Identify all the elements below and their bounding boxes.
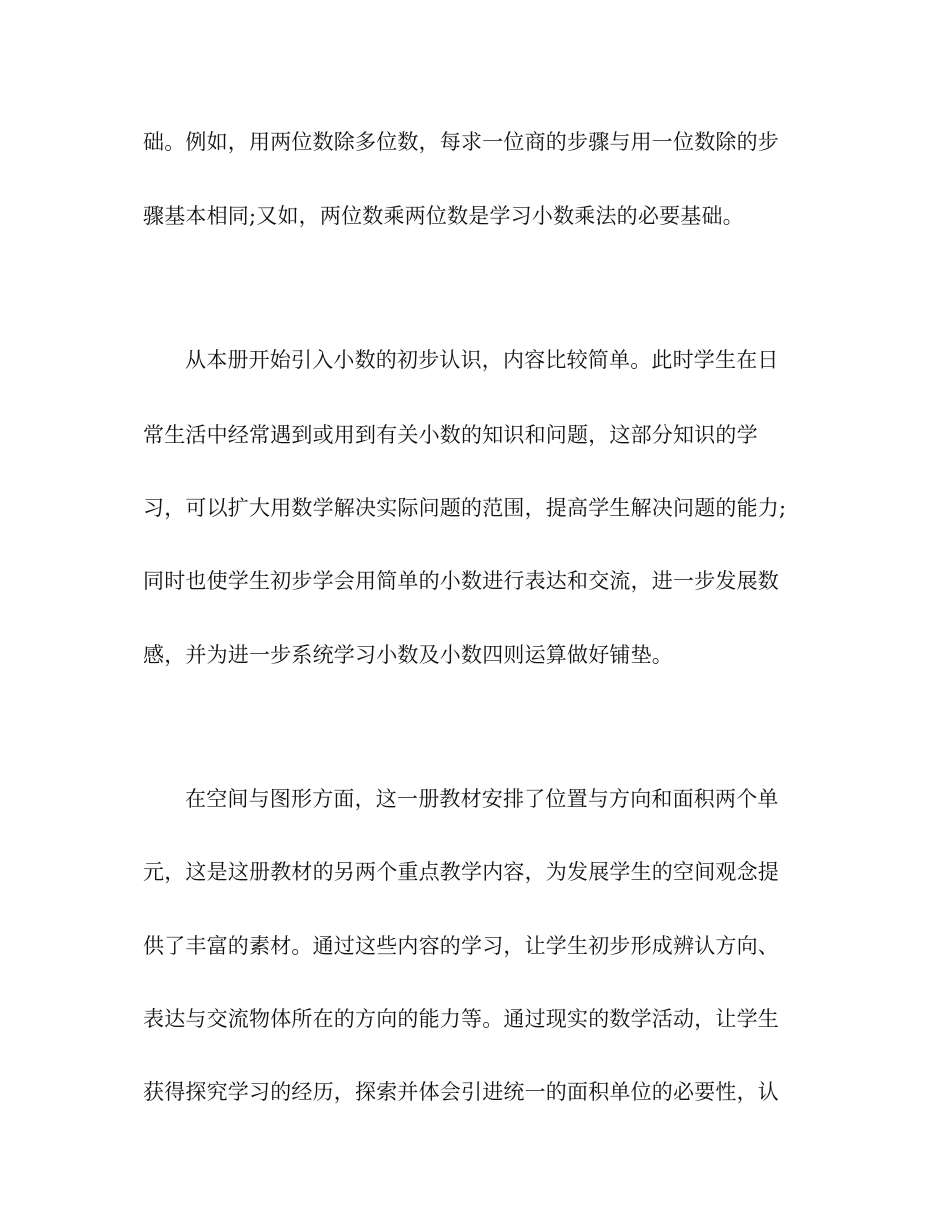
paragraph-2-line-4: 同时也使学生初步学会用简单的小数进行表达和交流，进一步发展数 bbox=[143, 569, 779, 593]
paragraph-3-line-1: 在空间与图形方面，这一册教材安排了位置与方向和面积两个单 bbox=[185, 787, 779, 811]
paragraph-3-line-3: 供了丰富的素材。通过这些内容的学习，让学生初步形成辨认方向、 bbox=[143, 934, 779, 958]
paragraph-2-line-3: 习，可以扩大用数学解决实际问题的范围，提高学生解决问题的能力; bbox=[143, 496, 787, 520]
paragraph-2-line-1: 从本册开始引入小数的初步认识，内容比较简单。此时学生在日 bbox=[185, 348, 779, 372]
paragraph-3-line-2: 元，这是这册教材的另两个重点教学内容，为发展学生的空间观念提 bbox=[143, 860, 779, 884]
paragraph-2-line-5: 感，并为进一步系统学习小数及小数四则运算做好铺垫。 bbox=[143, 643, 673, 667]
paragraph-1-line-2: 骤基本相同;又如，两位数乘两位数是学习小数乘法的必要基础。 bbox=[143, 204, 744, 228]
paragraph-3-line-4: 表达与交流物体所在的方向的能力等。通过现实的数学活动，让学生 bbox=[143, 1007, 779, 1031]
paragraph-1-line-1: 础。例如，用两位数除多位数，每求一位商的步骤与用一位数除的步 bbox=[143, 130, 779, 154]
paragraph-3-line-5: 获得探究学习的经历，探索并体会引进统一的面积单位的必要性，认 bbox=[143, 1080, 779, 1104]
paragraph-2-line-2: 常生活中经常遇到或用到有关小数的知识和问题，这部分知识的学 bbox=[143, 423, 758, 447]
